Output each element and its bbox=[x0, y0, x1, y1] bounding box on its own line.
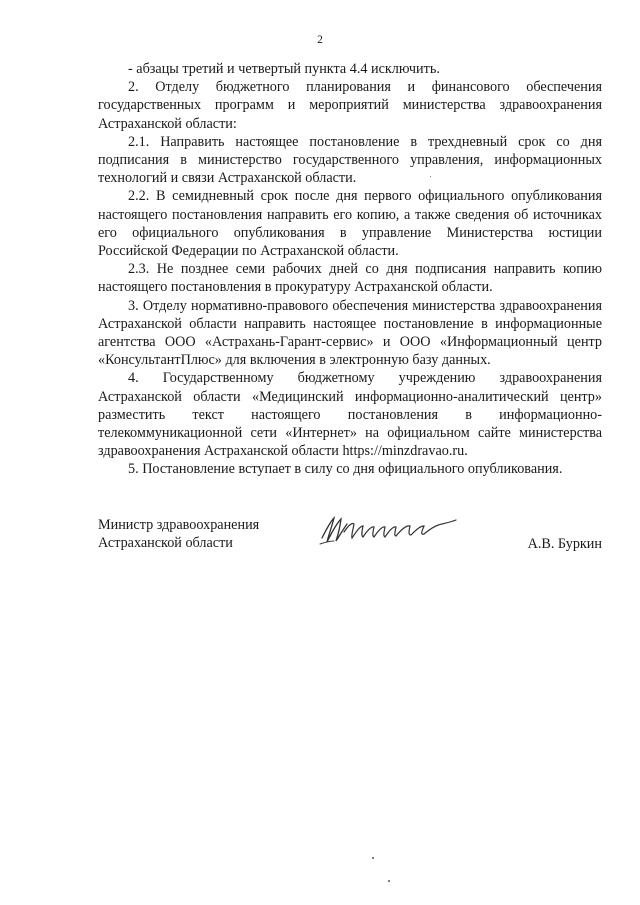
paragraph-2-1: 2.1. Направить настоящее постановление в трехдневный срок со дня подписания в министерство государственного управления, информационных технологий и связи Астраханской области. bbox=[98, 133, 602, 187]
scan-speck bbox=[372, 857, 374, 859]
paragraph-2-2: 2.2. В семидневный срок после дня первого официального опубликования настоящего постановления направить его копию, а также сведения об источниках его официального опубликования в управление Министерства юстиции Российской Федерации по Астраханской области. bbox=[98, 188, 602, 260]
signatory-title bbox=[98, 516, 259, 552]
signatory-title-line-1: Министр здравоохранения bbox=[98, 517, 260, 533]
document-body bbox=[98, 60, 602, 479]
paragraph-5: 5. Постановление вступает в силу со дня официального опубликования. bbox=[128, 461, 563, 478]
paragraph-2-3: 2.3. Не позднее семи рабочих дней со дня подписания направить копию настоящего постановления в прокуратуру Астраханской области. bbox=[98, 261, 602, 296]
scan-speck bbox=[388, 880, 390, 882]
page-number: 2 bbox=[317, 34, 323, 46]
paragraph-4-4-exclusion: - абзацы третий и четвертый пункта 4.4 исключить. bbox=[128, 61, 440, 77]
paragraph-3: 3. Отделу нормативно-правового обеспечения министерства здравоохранения Астраханской области направить настоящее постановление в информационные агентства ООО «Астрахань-Гарант-сервис» и ООО «Информационный центр «КонсультантПлюс» для включения в электронную базу данных. bbox=[98, 297, 602, 369]
signatory-name: А.В. Буркин bbox=[527, 536, 602, 552]
paragraph-2: 2. Отделу бюджетного планирования и финансового обеспечения государственных программ и мероприятий министерства здравоохранения Астраханской области: bbox=[98, 79, 602, 132]
signature-block bbox=[98, 516, 602, 566]
signatory-title-line-2: Астраханской области bbox=[98, 535, 233, 552]
paragraph-4: 4. Государственному бюджетному учреждению здравоохранения Астраханской области «Медицинский информационно-аналитический центр» разместить текст настоящего постановления в информационно-телекоммуникационной сети «Интернет» на официальном сайте министерства здравоохранения Астраханской области https://minzdravao.ru. bbox=[98, 370, 602, 460]
handwritten-signature bbox=[316, 508, 461, 552]
scan-speck bbox=[430, 176, 431, 177]
